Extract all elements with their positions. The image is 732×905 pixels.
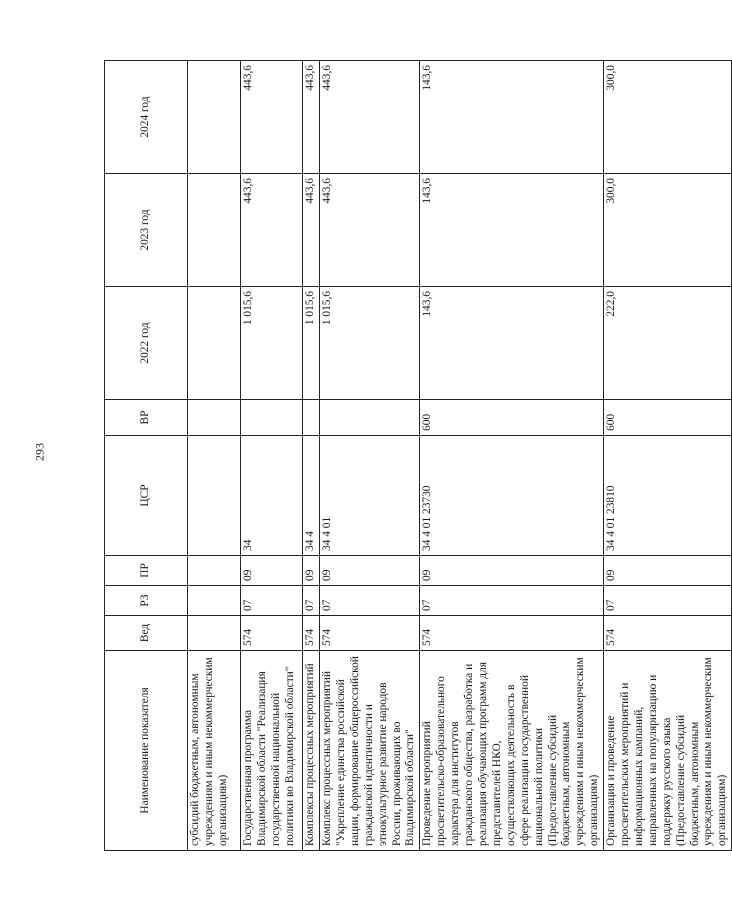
row-2024: 300,0 [604,61,732,174]
row-2023: 143,6 [420,174,604,287]
row-csr: 34 4 01 23810 [604,436,732,556]
rotated-table-wrapper [104,61,729,851]
row-2024: 443,6 [241,61,303,174]
col-ved-header: Вед [105,616,188,651]
col-name-header: Наименование показателя [105,651,188,851]
row-2023: 443,6 [320,174,420,287]
row-ved: 574 [604,616,732,651]
row-vr [188,400,241,436]
row-vr [320,400,420,436]
col-2024-header: 2024 год [105,61,188,174]
row-2022: 143,6 [420,287,604,400]
row-2022: 1 015,6 [303,287,320,400]
row-name: Организация и проведение просветительских мероприятий и информационных кампаний, направленных на популяризацию и поддержку русского языка (Предоставление субсидий бюджетным, автономным учреждениям и иным некоммерческим организациям) [604,651,732,851]
row-pr: 09 [420,556,604,586]
table-row [188,61,241,851]
row-name: Комплекс процессных мероприятий "Укрепление единства российской нации, формирование общероссийской гражданской идентичности и этнокультурное развитие народов России, проживающих во Владимирской области" [320,651,420,851]
row-csr: 34 4 01 [320,436,420,556]
row-vr: 600 [420,400,604,436]
budget-table [104,60,732,851]
row-rz: 07 [604,586,732,616]
row-vr [241,400,303,436]
row-name: Государственная программа Владимирской области "Реализация государственной национальной политики во Владимирской области" [241,651,303,851]
col-2023-header: 2023 год [105,174,188,287]
row-2022: 1 015,6 [320,287,420,400]
row-ved: 574 [320,616,420,651]
row-2023: 443,6 [303,174,320,287]
row-2023 [188,174,241,287]
row-rz: 07 [320,586,420,616]
table-row [241,61,303,851]
row-name: Комплексы процессных мероприятий [303,651,320,851]
row-csr [188,436,241,556]
header-row [105,61,188,851]
row-pr: 09 [320,556,420,586]
row-rz: 07 [241,586,303,616]
row-2024: 443,6 [303,61,320,174]
row-name: субсидий бюджетным, автономным учреждениям и иным некоммерческим организациям) [188,651,241,851]
table-row [604,61,732,851]
table-row [320,61,420,851]
row-pr: 09 [303,556,320,586]
col-2022-header: 2022 год [105,287,188,400]
col-csr-header: ЦСР [105,436,188,556]
row-2024 [188,61,241,174]
row-rz [188,586,241,616]
row-ved: 574 [241,616,303,651]
row-2024: 143,6 [420,61,604,174]
row-vr: 600 [604,400,732,436]
table-row [303,61,320,851]
row-rz: 07 [420,586,604,616]
row-2023: 300,0 [604,174,732,287]
row-csr: 34 4 [303,436,320,556]
row-2024: 443,6 [320,61,420,174]
row-rz: 07 [303,586,320,616]
row-vr [303,400,320,436]
row-2023: 443,6 [241,174,303,287]
row-ved: 574 [303,616,320,651]
col-rz-header: РЗ [105,586,188,616]
col-pr-header: ПР [105,556,188,586]
row-name: Проведение мероприятий просветительско-образовательного характера для институтов гражданского общества, разработка и реализация обучающих программ для представителей НКО, осуществляющих деятельность в сфере реализации государственной национальной политики (Предоставление субсидий бюджетным, автономным учреждениям и иным некоммерческим организациям) [420,651,604,851]
col-vr-header: ВР [105,400,188,436]
row-2022 [188,287,241,400]
page-number: 293 [32,443,47,461]
row-csr: 34 4 01 23730 [420,436,604,556]
table-row [420,61,604,851]
row-pr: 09 [604,556,732,586]
row-ved [188,616,241,651]
row-2022: 222,0 [604,287,732,400]
row-2022: 1 015,6 [241,287,303,400]
row-pr [188,556,241,586]
row-ved: 574 [420,616,604,651]
row-pr: 09 [241,556,303,586]
row-csr: 34 [241,436,303,556]
